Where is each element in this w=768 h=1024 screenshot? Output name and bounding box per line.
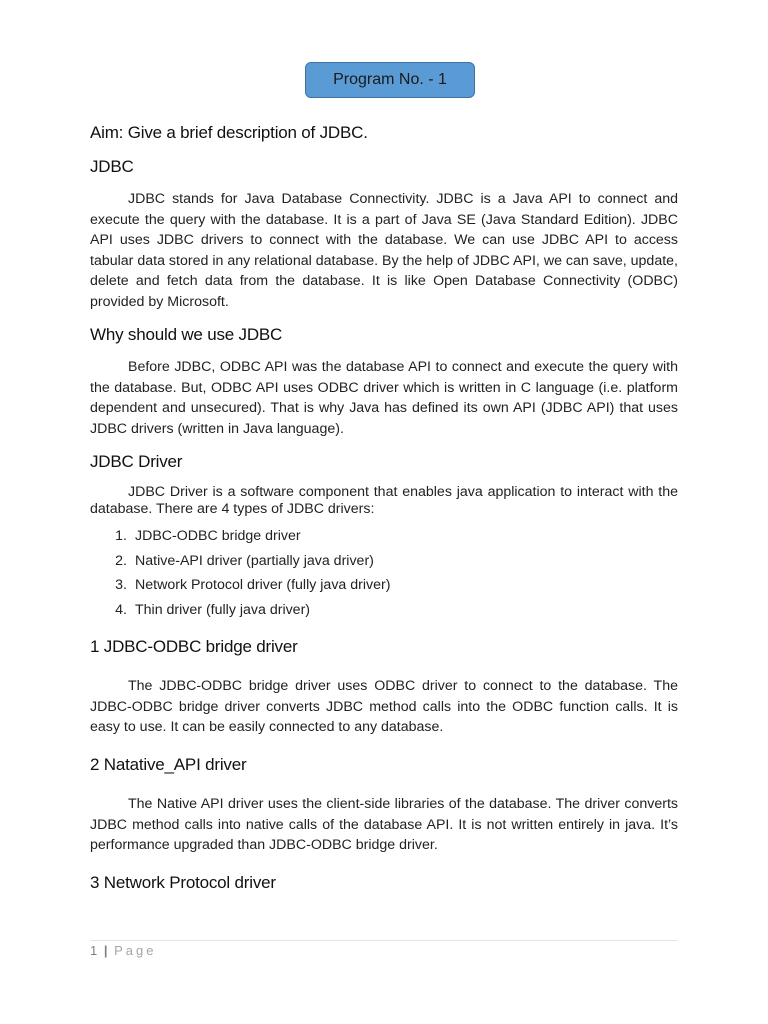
list-item: 1. JDBC-ODBC bridge driver <box>115 528 301 544</box>
network-heading: 3 Network Protocol driver <box>90 873 276 892</box>
driver-paragraph <box>90 484 678 518</box>
footer-page-label: Page <box>114 943 157 958</box>
page-number: 1 <box>90 943 99 958</box>
driver-types-list <box>90 526 390 624</box>
jdbc-heading: JDBC <box>90 157 134 176</box>
native-paragraph <box>90 794 678 856</box>
footer-divider <box>90 940 678 941</box>
list-item: 3. Network Protocol driver (fully java driver) <box>115 577 391 593</box>
why-heading: Why should we use JDBC <box>90 325 283 344</box>
footer-separator: | <box>103 943 109 958</box>
native-heading: 2 Natative_API driver <box>90 755 247 774</box>
list-item: 2. Native-API driver (partially java driver) <box>115 552 374 569</box>
native-text: The Native API driver uses the client-side libraries of the database. The driver converts JDBC method calls into native calls of the database API. It is not written entirely in java. It’s performance upgraded than JDBC-ODBC bridge driver. <box>90 796 678 853</box>
driver-heading: JDBC Driver <box>90 452 183 471</box>
bridge-heading: 1 JDBC-ODBC bridge driver <box>90 637 298 656</box>
bridge-paragraph <box>90 676 678 738</box>
program-title-box <box>305 62 475 98</box>
aim-heading: Aim: Give a brief description of JDBC. <box>90 123 368 142</box>
jdbc-paragraph <box>90 189 678 312</box>
list-item: 4. Thin driver (fully java driver) <box>115 601 311 618</box>
program-title: Program No. - 1 <box>333 71 447 88</box>
why-text: Before JDBC, ODBC API was the database API to connect and execute the query with the database. But, ODBC API uses ODBC driver which is written in C language (i.e. platform dependent and unsecured). That is why Java has defined its own API (JDBC API) that uses JDBC drivers (written in Java language). <box>90 359 678 437</box>
bridge-text: The JDBC-ODBC bridge driver uses ODBC driver to connect to the database. The JDBC-ODBC bridge driver converts JDBC method calls into the ODBC function calls. It is easy to use. It can be easily connected to any database. <box>90 678 678 735</box>
page-footer <box>90 943 157 958</box>
jdbc-text: JDBC stands for Java Database Connectivity. JDBC is a Java API to connect and execute the query with the database. It is a part of Java SE (Java Standard Edition). JDBC API uses JDBC drivers to connect with the database. We can use JDBC API to access tabular data stored in any relational database. By the help of JDBC API, we can save, update, delete and fetch data from the database. It is like Open Database Connectivity (ODBC) provided by Microsoft. <box>90 191 678 310</box>
driver-text: JDBC Driver is a software component that enables java application to interact with the database. There are 4 types of JDBC drivers: <box>90 484 678 517</box>
why-paragraph <box>90 357 678 439</box>
